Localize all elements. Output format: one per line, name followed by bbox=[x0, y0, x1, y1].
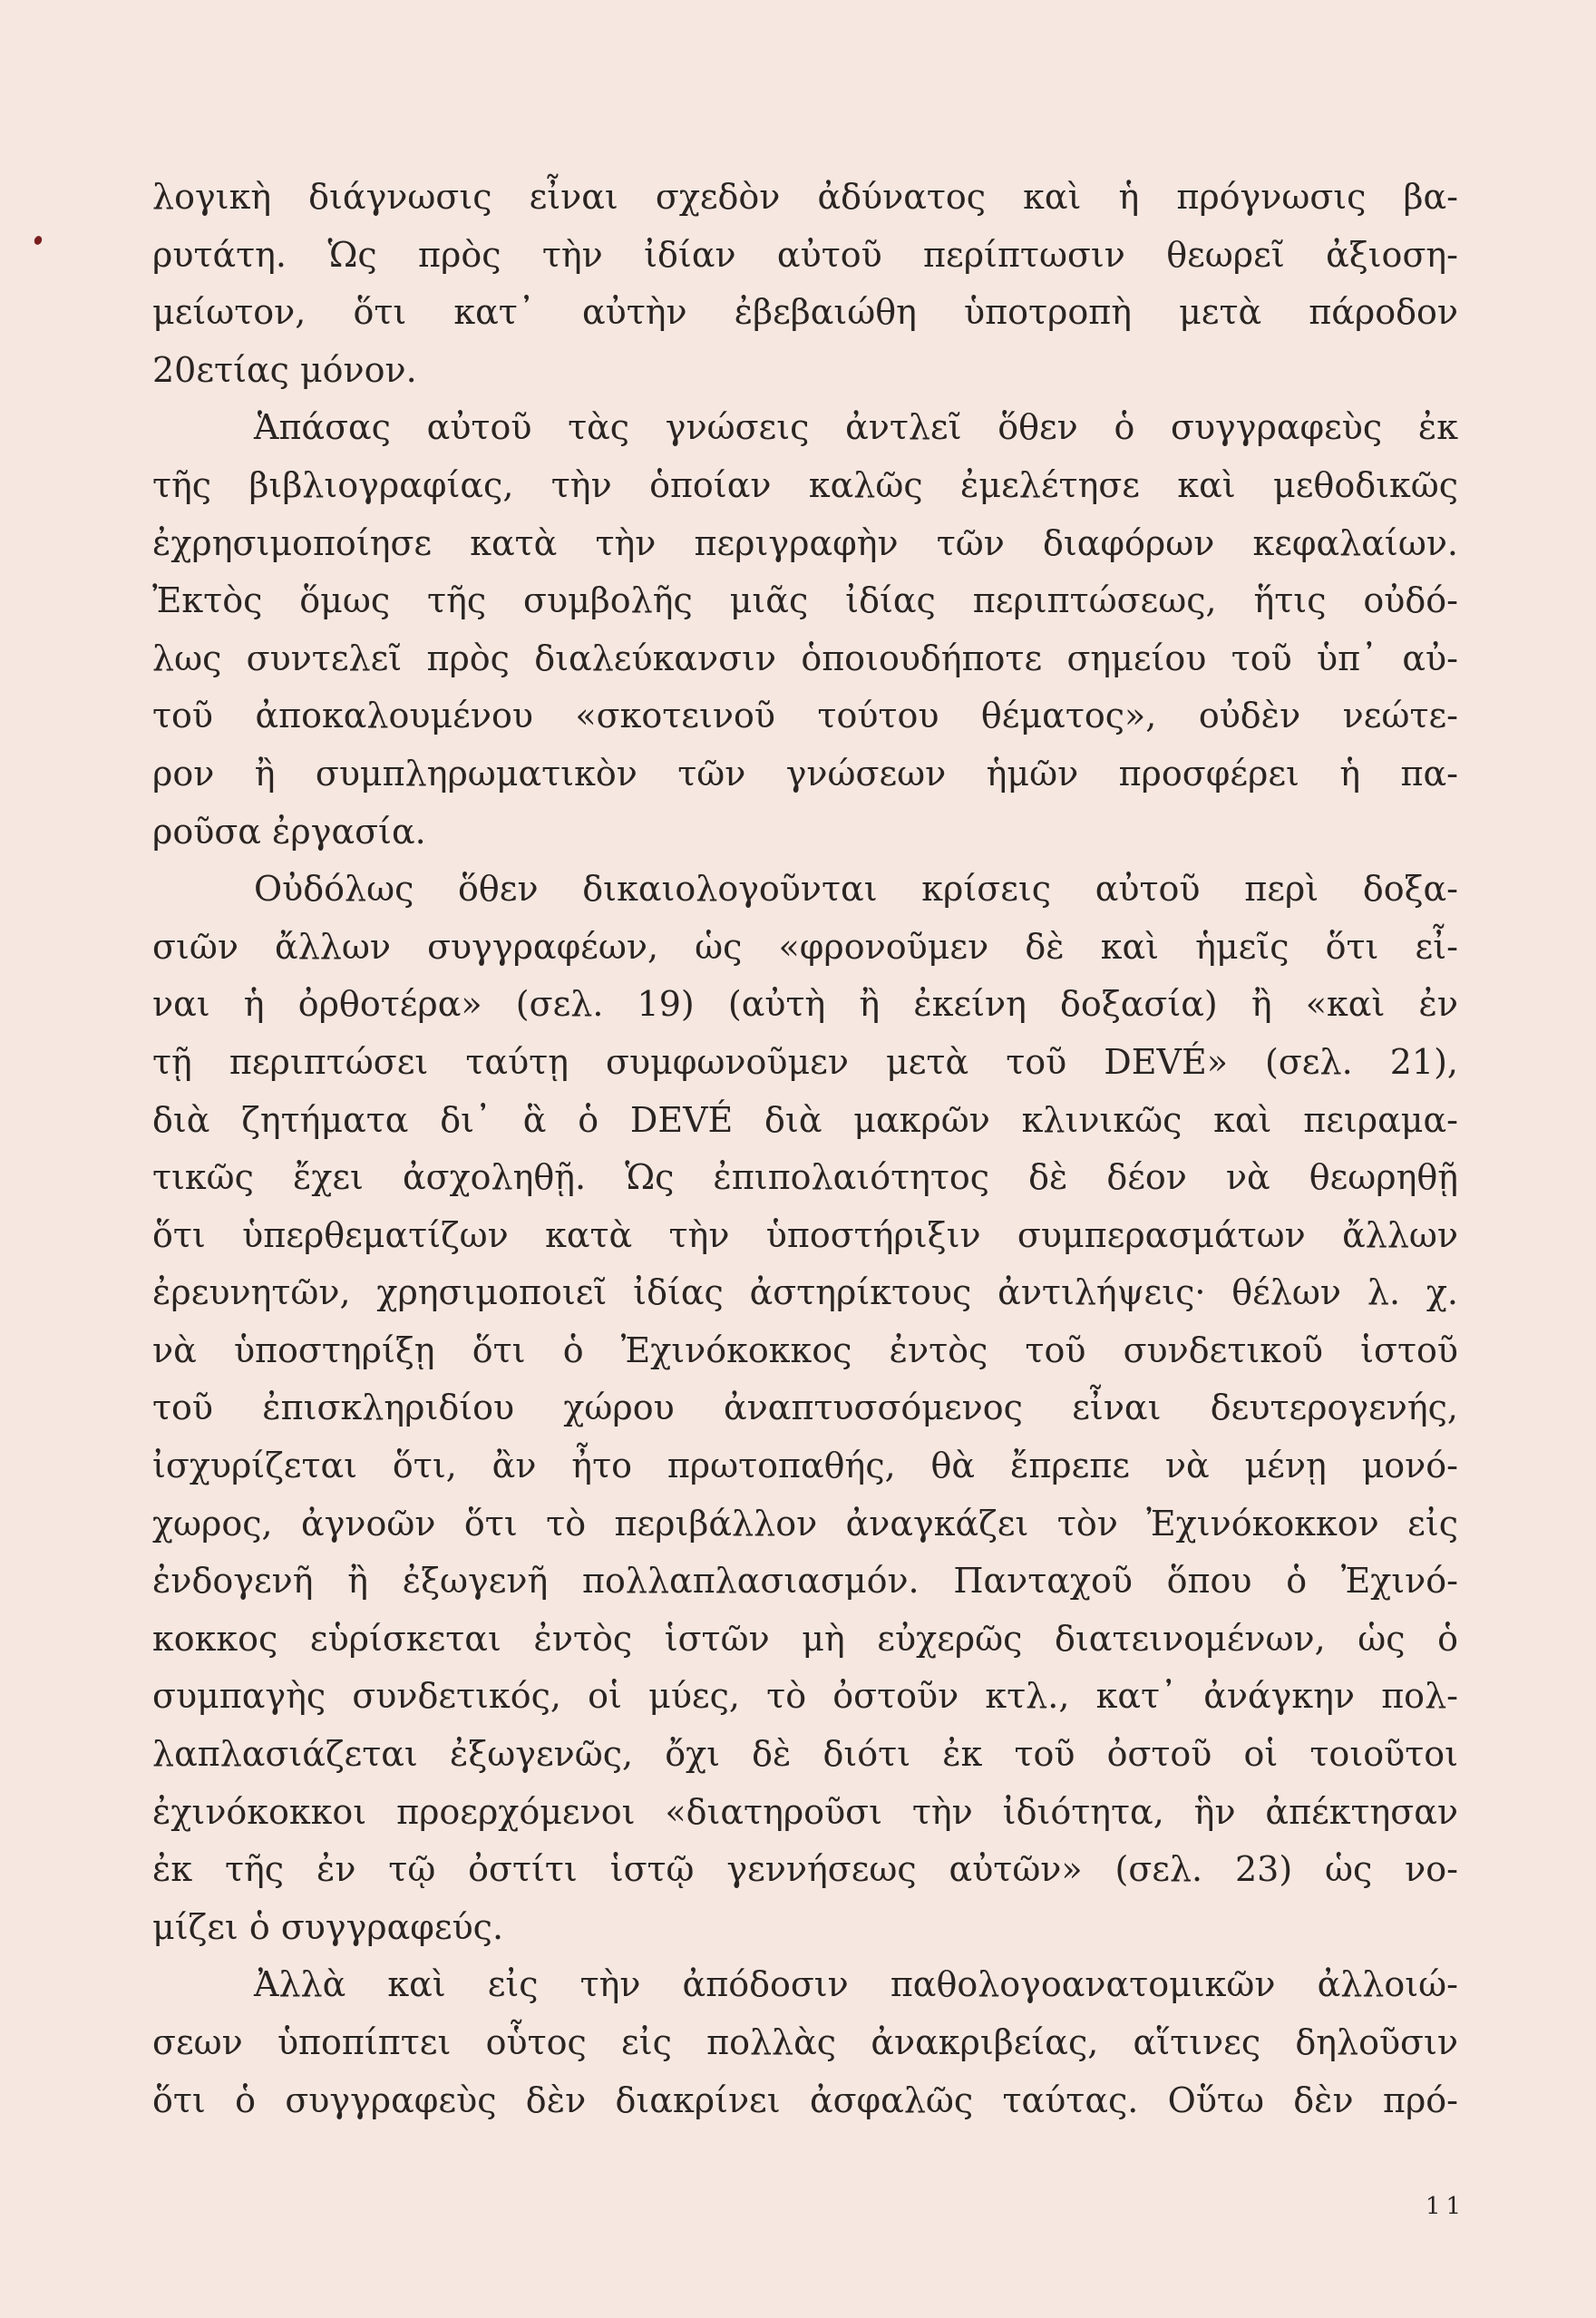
margin-ink-mark bbox=[33, 235, 43, 246]
text-line: Ἐκτὸς ὅμως τῆς συμβολῆς μιᾶς ἰδίας περιπτώσεως, ἥτις οὐδό- bbox=[152, 580, 1458, 621]
text-line: νὰ ὑποστηρίξῃ ὅτι ὁ Ἐχινόκοκκος ἐντὸς τοῦ συνδετικοῦ ἱστοῦ bbox=[152, 1329, 1458, 1370]
paragraph-start-line: Οὐδόλως ὅθεν δικαιολογοῦνται κρίσεις αὐτοῦ περὶ δοξα- bbox=[254, 869, 1458, 910]
text-line: ἐρευνητῶν, χρησιμοποιεῖ ἰδίας ἀστηρίκτους ἀντιλήψεις· θέλων λ. χ. bbox=[152, 1272, 1458, 1313]
text-line: σεων ὑποπίπτει οὗτος εἰς πολλὰς ἀνακριβείας, αἵτινες δηλοῦσιν bbox=[152, 2022, 1458, 2062]
text-line: μίζει ὁ συγγραφεύς. bbox=[152, 1906, 504, 1947]
text-line: 20ετίας μόνον. bbox=[152, 349, 417, 390]
text-line: ναι ἡ ὀρθοτέρα» (σελ. 19) (αὐτὴ ἢ ἐκείνη δοξασία) ἢ «καὶ ἐν bbox=[152, 984, 1458, 1025]
text-line: τικῶς ἔχει ἀσχοληθῇ. Ὡς ἐπιπολαιότητος δὲ δέον νὰ θεωρηθῇ bbox=[152, 1157, 1458, 1198]
text-line: διὰ ζητήματα δι᾽ ἃ ὁ DEVÉ διὰ μακρῶν κλινικῶς καὶ πειραμα- bbox=[152, 1099, 1458, 1140]
text-line: ἰσχυρίζεται ὅτι, ἂν ἦτο πρωτοπαθής, θὰ ἔπρεπε νὰ μένῃ μονό- bbox=[152, 1446, 1458, 1486]
text-line: συμπαγὴς συνδετικός, οἱ μύες, τὸ ὀστοῦν κτλ., κατ᾽ ἀνάγκην πολ- bbox=[152, 1676, 1458, 1717]
paragraph-start-line: Ἁπάσας αὐτοῦ τὰς γνώσεις ἀντλεῖ ὅθεν ὁ συγγραφεὺς ἐκ bbox=[254, 407, 1458, 448]
text-line: ἐκ τῆς ἐν τῷ ὀστίτι ἱστῷ γεννήσεως αὐτῶν» (σελ. 23) ὡς νο- bbox=[152, 1849, 1458, 1890]
text-line: σιῶν ἄλλων συγγραφέων, ὡς «φρονοῦμεν δὲ καὶ ἡμεῖς ὅτι εἶ- bbox=[152, 926, 1458, 967]
text-line: μείωτον, ὅτι κατ᾽ αὐτὴν ἐβεβαιώθη ὑποτροπὴ μετὰ πάροδον bbox=[152, 292, 1458, 333]
text-line: λαπλασιάζεται ἐξωγενῶς, ὄχι δὲ διότι ἐκ τοῦ ὀστοῦ οἱ τοιοῦτοι bbox=[152, 1734, 1458, 1775]
text-line: τοῦ ἐπισκληριδίου χώρου ἀναπτυσσόμενος εἶναι δευτερογενής, bbox=[152, 1388, 1458, 1428]
body-text bbox=[152, 169, 1458, 2129]
text-line: χωρος, ἀγνοῶν ὅτι τὸ περιβάλλον ἀναγκάζει τὸν Ἐχινόκοκκον εἰς bbox=[152, 1503, 1458, 1544]
text-line: ρυτάτη. Ὡς πρὸς τὴν ἰδίαν αὐτοῦ περίπτωσιν θεωρεῖ ἀξιοση- bbox=[152, 234, 1458, 275]
text-line: ροῦσα ἐργασία. bbox=[152, 811, 426, 852]
text-line: ὅτι ὁ συγγραφεὺς δὲν διακρίνει ἀσφαλῶς ταύτας. Οὕτω δὲν πρό- bbox=[152, 2079, 1458, 2120]
page-number: 11 bbox=[1426, 2193, 1467, 2220]
text-line: λως συντελεῖ πρὸς διαλεύκανσιν ὁποιουδήποτε σημείου τοῦ ὑπ᾽ αὐ- bbox=[152, 638, 1458, 678]
text-line: ρον ἢ συμπληρωματικὸν τῶν γνώσεων ἡμῶν προσφέρει ἡ πα- bbox=[152, 753, 1458, 794]
text-line: ἐχρησιμοποίησε κατὰ τὴν περιγραφὴν τῶν διαφόρων κεφαλαίων. bbox=[152, 522, 1458, 563]
text-line: κοκκος εὑρίσκεται ἐντὸς ἱστῶν μὴ εὐχερῶς διατεινομένων, ὡς ὁ bbox=[152, 1618, 1458, 1659]
text-line: ὅτι ὑπερθεματίζων κατὰ τὴν ὑποστήριξιν συμπερασμάτων ἄλλων bbox=[152, 1214, 1458, 1255]
text-line: ἐχινόκοκκοι προερχόμενοι «διατηροῦσι τὴν ἰδιότητα, ἣν ἀπέκτησαν bbox=[152, 1791, 1458, 1832]
text-line: τῇ περιπτώσει ταύτῃ συμφωνοῦμεν μετὰ τοῦ DEVÉ» (σελ. 21), bbox=[152, 1041, 1458, 1082]
text-line: τοῦ ἀποκαλουμένου «σκοτεινοῦ τούτου θέματος», οὐδὲν νεώτε- bbox=[152, 696, 1458, 736]
paragraph-start-line: Ἀλλὰ καὶ εἰς τὴν ἀπόδοσιν παθολογοανατομικῶν ἀλλοιώ- bbox=[254, 1964, 1458, 2005]
text-line: λογικὴ διάγνωσις εἶναι σχεδὸν ἀδύνατος καὶ ἡ πρόγνωσις βα- bbox=[152, 177, 1458, 217]
text-line: τῆς βιβλιογραφίας, τὴν ὁποίαν καλῶς ἐμελέτησε καὶ μεθοδικῶς bbox=[152, 464, 1458, 505]
text-line: ἐνδογενῆ ἢ ἐξωγενῆ πολλαπλασιασμόν. Πανταχοῦ ὅπου ὁ Ἐχινό- bbox=[152, 1561, 1458, 1602]
